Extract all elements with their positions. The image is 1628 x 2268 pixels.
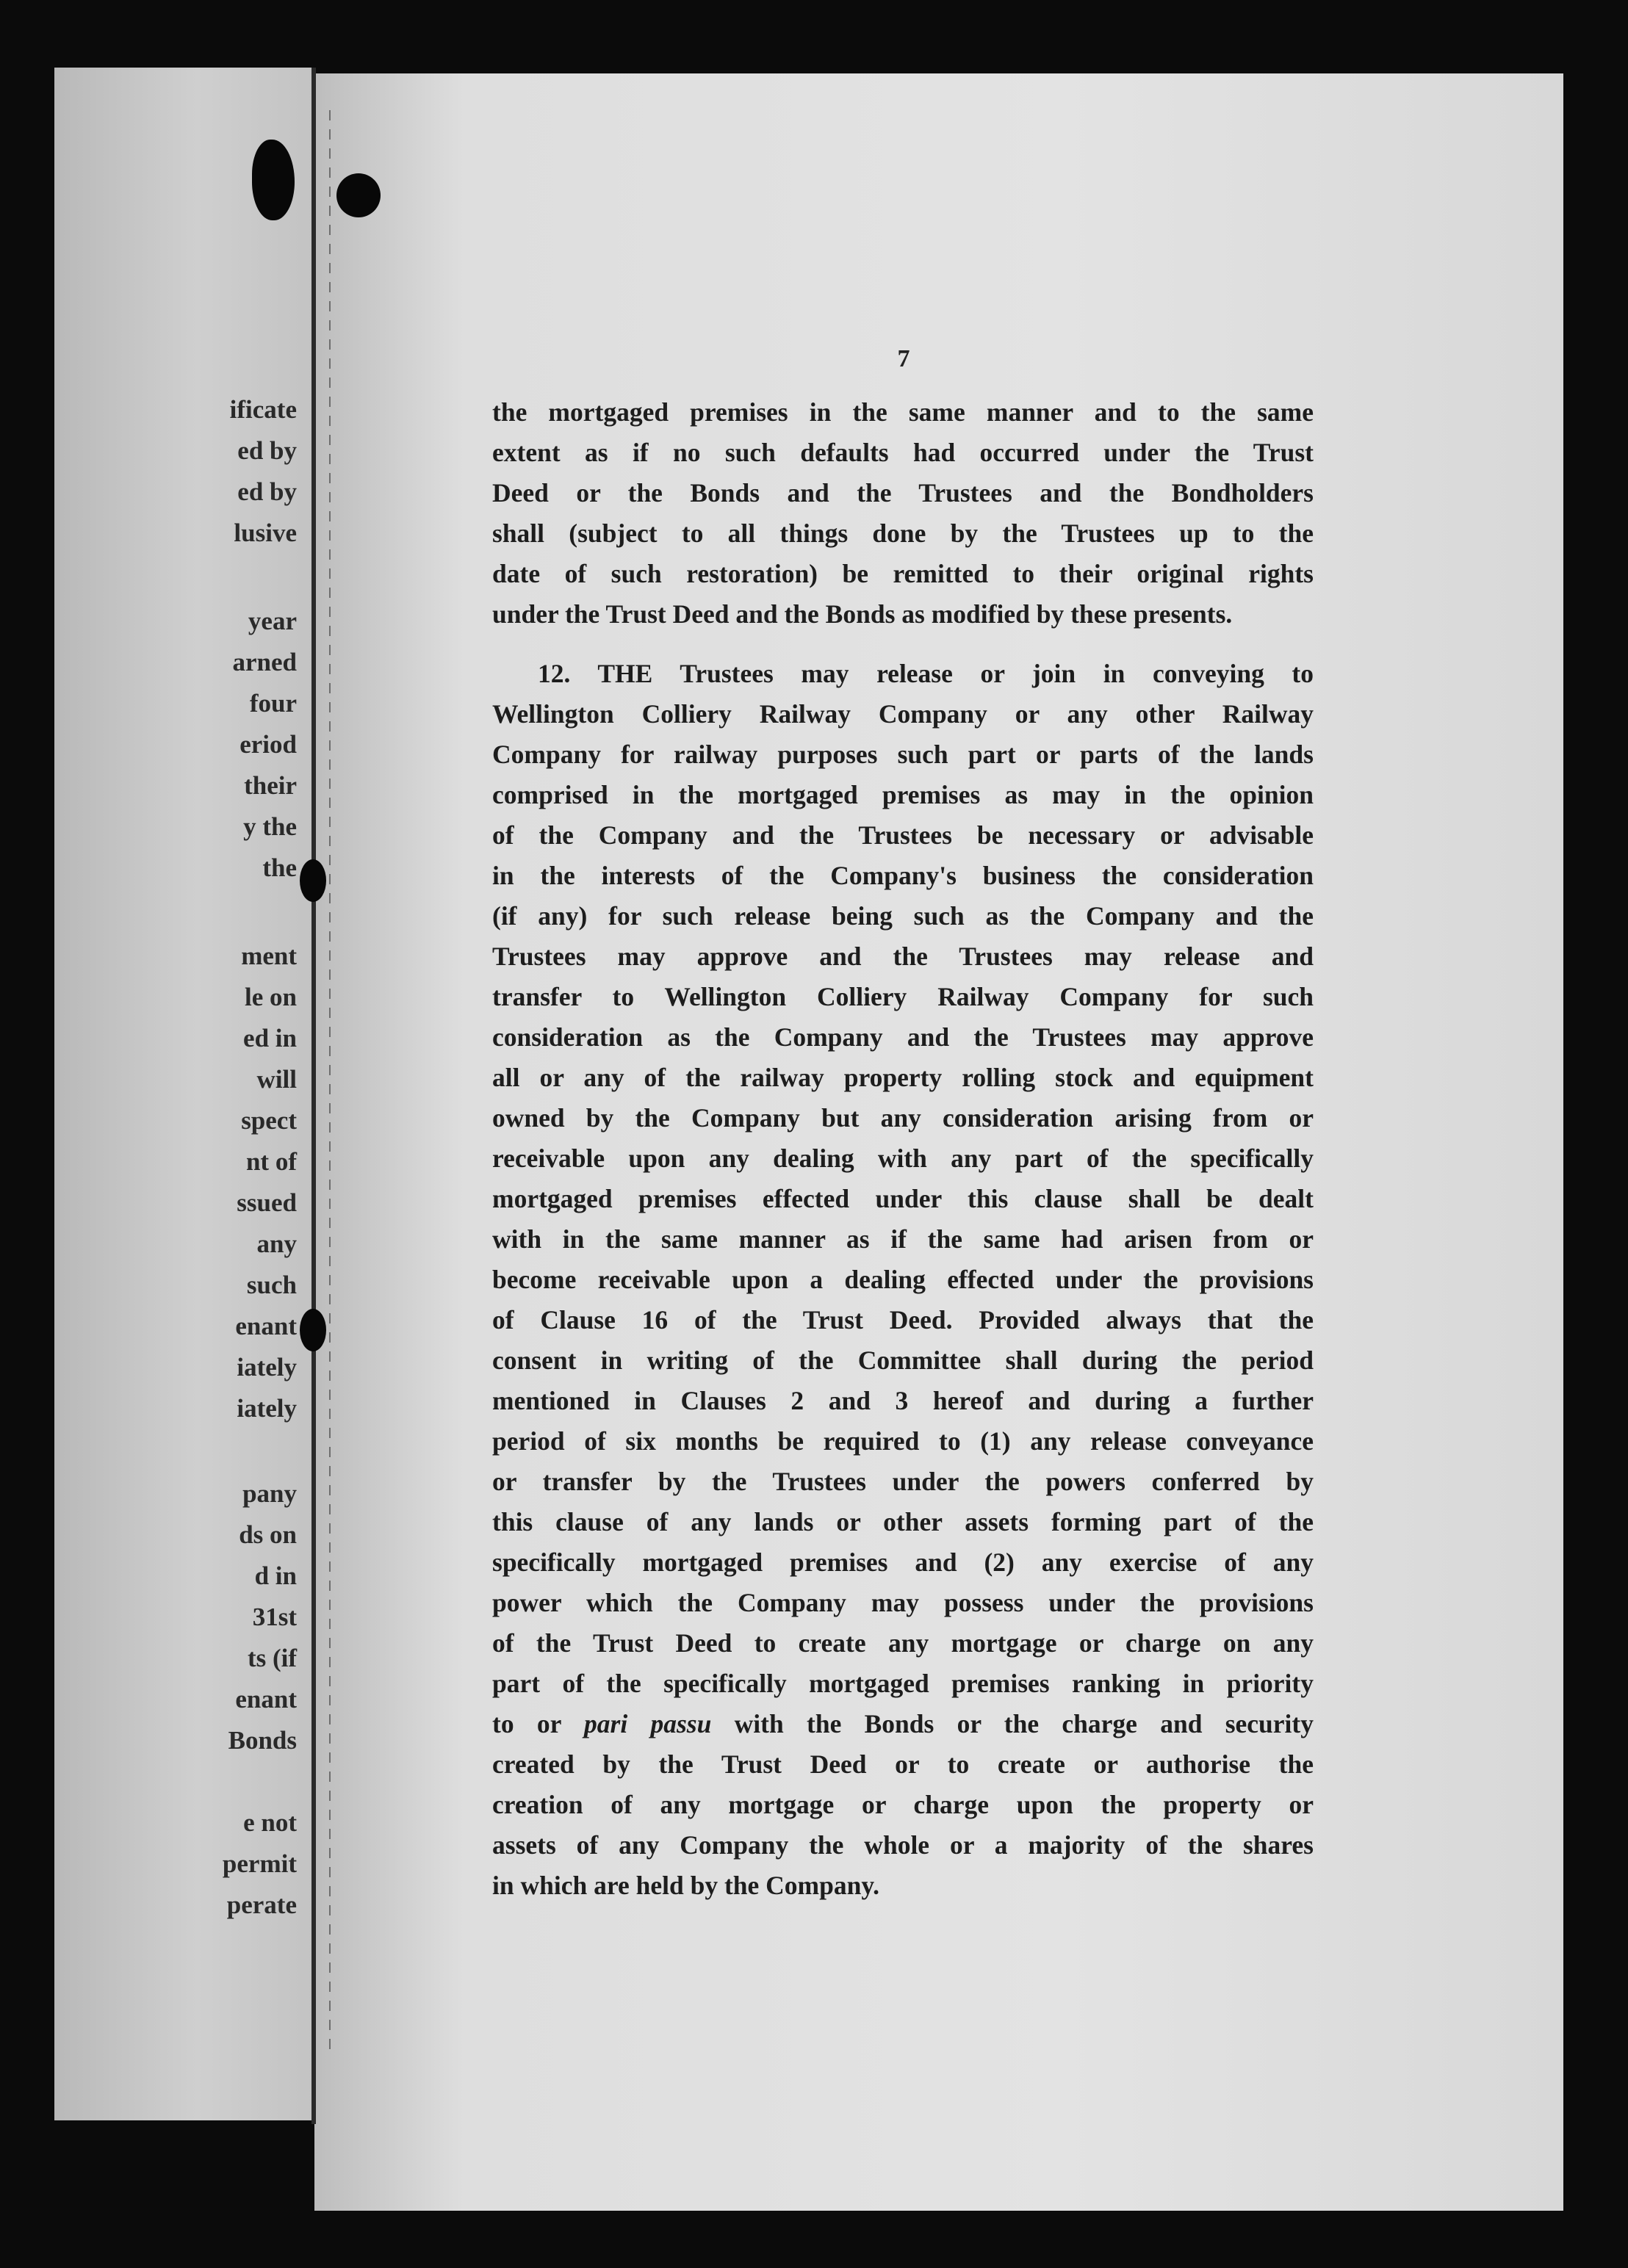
text-line: assets of any Company the whole or a majority of the shares: [492, 1830, 1314, 1860]
italic-phrase: pari passu: [584, 1709, 712, 1738]
text-line: owned by the Company but any consideration arising from or: [492, 1103, 1314, 1133]
binding-perforation: [329, 110, 331, 2056]
previous-page-fragment: year: [248, 607, 297, 635]
previous-page-fragment: ds on: [239, 1520, 297, 1549]
punch-hole: [300, 1309, 326, 1351]
previous-page-fragment: such: [246, 1271, 297, 1299]
text-line: transfer to Wellington Colliery Railway Company for such: [492, 982, 1314, 1011]
text-line: Company for railway purposes such part or parts of the lands: [492, 740, 1314, 769]
text-line: consideration as the Company and the Trustees may approve: [492, 1022, 1314, 1052]
previous-page-fragment: y the: [243, 812, 297, 841]
text-line: date of such restoration) be remitted to their original rights: [492, 559, 1314, 588]
previous-page-fragment: le on: [245, 983, 297, 1011]
previous-page-fragment: pany: [242, 1479, 297, 1508]
text-line: or transfer by the Trustees under the powers conferred by: [492, 1467, 1314, 1496]
paragraph-clause-12: [492, 654, 1314, 1906]
previous-page-fragment: permit: [222, 1849, 297, 1878]
text-line: (if any) for such release being such as the Company and the: [492, 901, 1314, 931]
previous-page-fragment: four: [249, 689, 297, 718]
text-line: Trustees may approve and the Trustees may release and: [492, 942, 1314, 971]
previous-page-fragment: will: [256, 1065, 297, 1094]
text-line: specifically mortgaged premises and (2) any exercise of any: [492, 1547, 1314, 1577]
previous-page-fragment: d in: [254, 1561, 297, 1590]
text-line: Deed or the Bonds and the Trustees and the Bondholders: [492, 478, 1314, 508]
previous-page-fragment: e not: [243, 1808, 297, 1837]
previous-page-fragment: iately: [237, 1353, 297, 1382]
previous-page-fragment: ed in: [243, 1024, 297, 1052]
punch-hole: [252, 140, 295, 220]
text-line: under the Trust Deed and the Bonds as modified by these presents.: [492, 599, 1233, 629]
previous-page-fragment: the: [262, 853, 297, 882]
text-line: comprised in the mortgaged premises as may in the opinion: [492, 780, 1314, 809]
page-number: 7: [897, 345, 910, 372]
text-line: mortgaged premises effected under this clause shall be dealt: [492, 1184, 1314, 1213]
text-line: become receivable upon a dealing effected under the provisions: [492, 1265, 1314, 1294]
text-line: created by the Trust Deed or to create or authorise the: [492, 1749, 1314, 1779]
previous-page-fragment: their: [244, 771, 297, 800]
previous-page-fragment: any: [256, 1229, 297, 1258]
text-line: of the Company and the Trustees be necessary or advisable: [492, 820, 1314, 850]
previous-page-fragment: perate: [226, 1890, 297, 1919]
previous-page-fragment: iately: [237, 1394, 297, 1423]
text-line: this clause of any lands or other assets forming part of the: [492, 1507, 1314, 1536]
previous-page-fragment: arned: [232, 648, 297, 676]
previous-page-fragment: lusive: [234, 519, 297, 547]
text-line: power which the Company may possess under the provisions: [492, 1588, 1314, 1617]
previous-page-fragment: ed by: [237, 436, 297, 465]
previous-page-fragment: ificate: [229, 395, 297, 424]
paragraph-continuation: [492, 392, 1314, 635]
text-line: the mortgaged premises in the same manner and to the same: [492, 397, 1314, 427]
text-line: in the interests of the Company's business the consideration: [492, 861, 1314, 890]
previous-page-fragment: Bonds: [228, 1726, 297, 1755]
previous-page-fragment: 31st: [252, 1603, 297, 1631]
text-line: creation of any mortgage or charge upon the property or: [492, 1790, 1314, 1819]
text-line: consent in writing of the Committee shall during the period: [492, 1346, 1314, 1375]
text-line: in which are held by the Company.: [492, 1871, 880, 1900]
previous-page-fragment: ts (if: [247, 1644, 297, 1672]
previous-page-fragment: ssued: [237, 1188, 297, 1217]
text-line: part of the specifically mortgaged premises ranking in priority: [492, 1669, 1314, 1698]
previous-page-fragment: ed by: [237, 477, 297, 506]
punch-hole: [300, 859, 326, 902]
text-line: receivable upon any dealing with any part of the specifically: [492, 1144, 1314, 1173]
text-line: 12. THE Trustees may release or join in conveying to: [538, 659, 1314, 688]
text-line: mentioned in Clauses 2 and 3 hereof and during a further: [492, 1386, 1314, 1415]
text-line: all or any of the railway property rolling stock and equipment: [492, 1063, 1314, 1092]
previous-page-fragment: nt of: [245, 1147, 297, 1176]
text-line: shall (subject to all things done by the Trustees up to the: [492, 519, 1314, 548]
previous-page-fragment: enant: [235, 1685, 297, 1713]
previous-page-fragment: enant: [235, 1312, 297, 1340]
text-line: period of six months be required to (1) any release conveyance: [492, 1426, 1314, 1456]
text-line: Wellington Colliery Railway Company or any other Railway: [492, 699, 1314, 729]
text-line: of the Trust Deed to create any mortgage or charge on any: [492, 1628, 1314, 1658]
previous-page-edge: [54, 68, 313, 2120]
text-line: with in the same manner as if the same had arisen from or: [492, 1224, 1314, 1254]
previous-page-fragment: spect: [241, 1106, 297, 1135]
previous-page-fragment: ment: [241, 942, 297, 970]
text-line: extent as if no such defaults had occurred under the Trust: [492, 438, 1314, 467]
text-line: to or pari passu with the Bonds or the charge and security: [492, 1709, 1314, 1738]
text-line: of Clause 16 of the Trust Deed. Provided always that the: [492, 1305, 1314, 1335]
binding-fold: [311, 68, 316, 2124]
previous-page-fragment: eriod: [239, 730, 297, 759]
punch-hole: [336, 173, 381, 217]
